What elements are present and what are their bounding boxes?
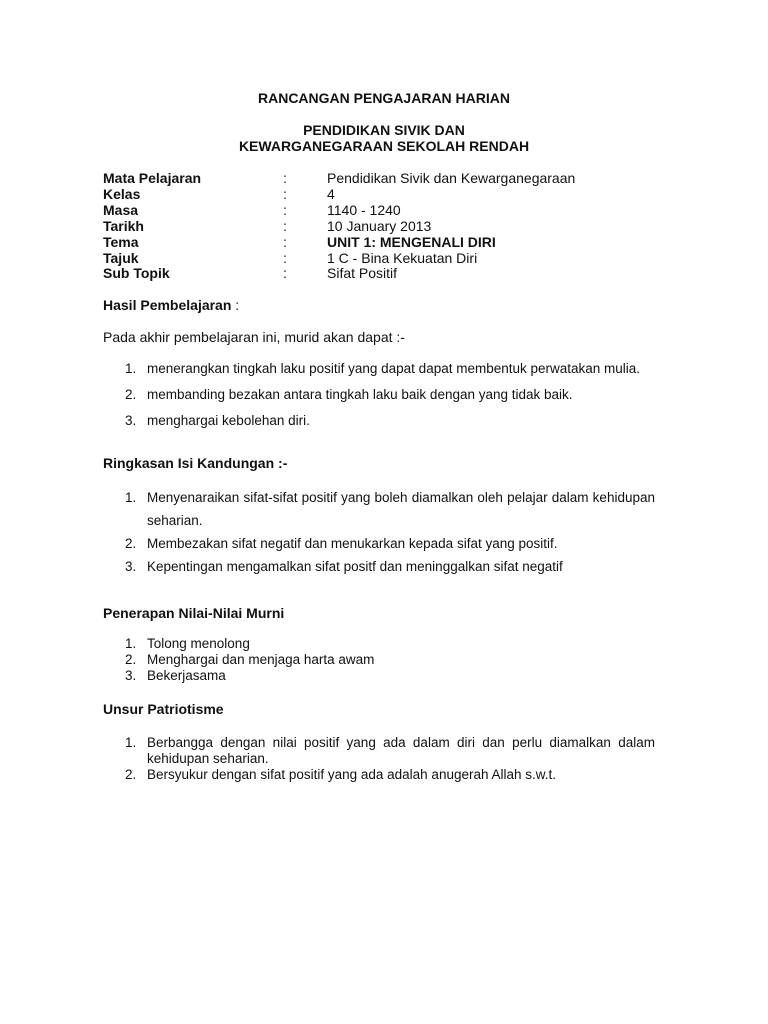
list-text: Kepentingan mengamalkan sifat positf dan meninggalkan sifat negatif [147, 559, 563, 574]
info-value: Sifat Positif [327, 265, 398, 281]
list-number: 1. [125, 735, 137, 750]
list-item [103, 555, 655, 578]
list-text: Bekerjasama [147, 668, 226, 683]
info-value: 10 January 2013 [327, 218, 432, 234]
list-number: 2. [125, 536, 137, 551]
info-colon: : [283, 202, 287, 218]
section-heading-ringkasan: Ringkasan Isi Kandungan :- [103, 455, 288, 471]
list-text: Bersyukur dengan sifat positif yang ada adalah anugerah Allah s.w.t. [147, 767, 557, 782]
list-number: 3. [125, 559, 137, 574]
document-title: RANCANGAN PENGAJARAN HARIAN [257, 90, 510, 106]
list-text: menghargai kebolehan diri. [147, 413, 310, 428]
list-number: 3. [125, 668, 137, 683]
info-value: Pendidikan Sivik dan Kewarganegaraan [327, 170, 576, 186]
patriotisme-list [103, 735, 655, 783]
info-colon: : [283, 265, 287, 281]
info-label: Mata Pelajaran [103, 170, 202, 186]
list-item [103, 361, 655, 377]
list-item [103, 652, 655, 668]
list-number: 2. [125, 652, 137, 667]
info-label: Kelas [103, 186, 141, 202]
info-colon: : [283, 250, 287, 266]
list-text: menerangkan tingkah laku positif yang dapat dapat membentuk perwatakan mulia. [147, 361, 641, 376]
info-value: 1 C - Bina Kekuatan Diri [327, 250, 478, 266]
subject-title-line2: KEWARGANEGARAAN SEKOLAH RENDAH [238, 138, 530, 154]
info-colon: : [283, 186, 287, 202]
list-item [103, 636, 655, 652]
list-item [103, 668, 655, 684]
hasil-intro: Pada akhir pembelajaran ini, murid akan dapat :- [103, 329, 405, 345]
info-value: 1140 - 1240 [327, 202, 401, 218]
section-heading-hasil [103, 297, 239, 313]
info-label: Tema [103, 234, 139, 250]
list-text: membanding bezakan antara tingkah laku baik dengan yang tidak baik. [147, 387, 573, 402]
info-label: Sub Topik [103, 265, 170, 281]
hasil-list [103, 361, 655, 429]
info-colon: : [283, 218, 287, 234]
list-number: 1. [125, 490, 137, 505]
list-item [103, 387, 655, 403]
list-number: 2. [125, 387, 137, 402]
list-text: Menyenaraikan sifat-sifat positif yang boleh diamalkan oleh pelajar dalam kehidupan seharian. [147, 490, 655, 528]
info-value: UNIT 1: MENGENALI DIRI [327, 234, 496, 250]
list-text: Menghargai dan menjaga harta awam [147, 652, 375, 667]
list-item [103, 532, 655, 555]
info-colon: : [283, 234, 287, 250]
list-number: 3. [125, 413, 137, 428]
ringkasan-list [103, 486, 655, 578]
list-item [103, 486, 655, 532]
list-number: 1. [125, 636, 137, 651]
nilai-list [103, 636, 655, 684]
heading-text: Hasil Pembelajaran [103, 297, 232, 313]
list-number: 1. [125, 361, 137, 376]
subject-title-line1: PENDIDIKAN SIVIK DAN [303, 122, 465, 138]
list-text: Berbangga dengan nilai positif yang ada dalam diri dan perlu diamalkan dalam kehidupan seharian. [147, 735, 655, 766]
info-value: 4 [327, 186, 335, 202]
list-number: 2. [125, 767, 137, 782]
list-item [103, 413, 655, 429]
heading-suffix: : [231, 297, 240, 313]
info-label: Tajuk [103, 250, 139, 266]
list-item [103, 735, 655, 767]
info-label: Tarikh [103, 218, 144, 234]
list-text: Tolong menolong [147, 636, 250, 651]
info-colon: : [283, 170, 287, 186]
section-heading-patriotisme: Unsur Patriotisme [103, 701, 224, 717]
list-text: Membezakan sifat negatif dan menukarkan kepada sifat yang positif. [147, 536, 558, 551]
section-heading-nilai: Penerapan Nilai-Nilai Murni [103, 605, 285, 621]
list-item [103, 767, 655, 783]
info-label: Masa [103, 202, 139, 218]
